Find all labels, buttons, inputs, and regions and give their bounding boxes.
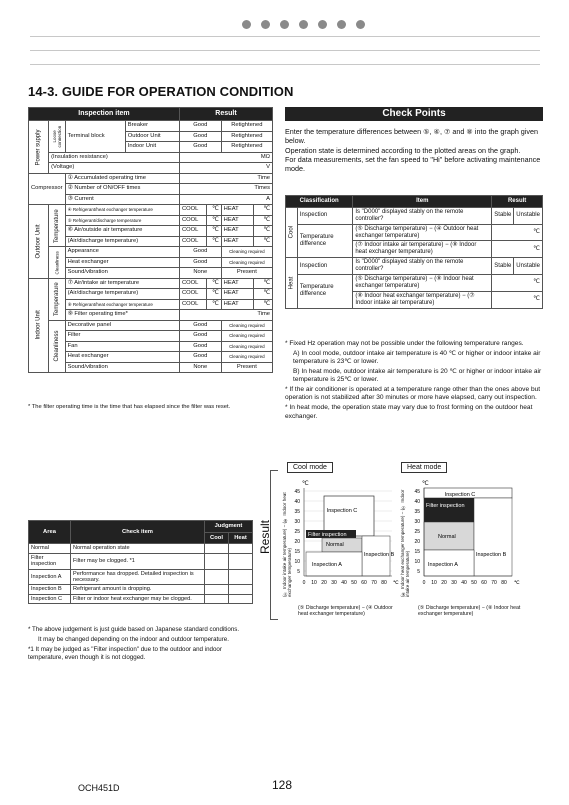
header-classification: Classification xyxy=(286,196,353,208)
row-cool: COOL xyxy=(179,289,206,300)
y-tick: 20 xyxy=(414,539,420,545)
row-result-2: Cleaning required xyxy=(221,352,272,363)
note: * If the air conditioner is operated at a temperature range other than the ones above but operation is not stabilized after 30 minutes or more have elapsed, carry out inspection. xyxy=(285,385,541,402)
row-cool: COOL xyxy=(179,215,206,226)
unit: ℃ xyxy=(492,275,543,292)
header-result: Result xyxy=(179,108,272,121)
judgment-table xyxy=(28,520,253,604)
row-unit: ℃ xyxy=(207,289,222,300)
heat-y-label: (⑧ Indoor heat exchanger temperature) − (⑦ Indoor intake air temperature) xyxy=(400,489,411,597)
x-tick: 0 xyxy=(302,580,306,586)
x-tick: 60 xyxy=(481,580,487,586)
area: Filter inspection xyxy=(29,553,71,569)
row-item: Indoor Unit xyxy=(125,142,179,153)
area-label: Inspection A xyxy=(428,562,458,568)
unstable-label: Unstable xyxy=(514,207,543,224)
row-cool: COOL xyxy=(179,205,206,216)
note: * In heat mode, the operation state may vary due to frost forming on the outdoor heat exchanger. xyxy=(285,403,533,420)
row-unit: A xyxy=(179,194,272,205)
row-unit: Time xyxy=(179,173,272,184)
row-unit: ℃ xyxy=(207,205,222,216)
row-result-2: Retightened xyxy=(221,142,272,153)
header-cool: Cool xyxy=(205,532,229,544)
x-tick: 80 xyxy=(501,580,507,586)
cool-inspection-text: Is "D000" displayed stably on the remote controller? xyxy=(353,207,492,224)
row-heat: HEAT xyxy=(221,226,254,237)
header-result: Result xyxy=(492,196,543,208)
inspection-table xyxy=(28,107,273,373)
note: * The above judgement is just guide based on Japanese standard conditions. xyxy=(28,626,240,633)
check-item: Filter or indoor heat exchanger may be clogged. xyxy=(71,594,205,603)
header-item: Item xyxy=(353,196,492,208)
cool-diff-2: (⑦ Indoor intake air temperature) − (⑧ Indoor heat exchanger temperature) xyxy=(353,241,492,258)
row-unit: ℃ xyxy=(207,236,222,247)
row-cool: COOL xyxy=(179,226,206,237)
area-label: Inspection A xyxy=(312,562,342,568)
area-label: Inspection C xyxy=(326,508,358,514)
y-tick: 45 xyxy=(294,489,300,495)
area-label: Normal xyxy=(326,542,344,548)
row-unit: ℃ xyxy=(207,215,222,226)
temp-diff-label: Temperature difference xyxy=(297,275,352,309)
row-unit: Time xyxy=(179,310,272,321)
group-compressor: Compressor xyxy=(29,173,66,205)
y-tick: 5 xyxy=(417,569,420,575)
y-tick: 10 xyxy=(414,559,420,565)
y-tick: 25 xyxy=(294,529,300,535)
unit: ℃ xyxy=(492,241,543,258)
stable-label: Stable xyxy=(492,258,514,275)
area-label: Inspection C xyxy=(444,492,476,498)
heat-cell xyxy=(229,585,253,594)
y-unit: ℃ xyxy=(302,481,309,487)
row-unit: ℃ xyxy=(254,299,273,310)
row-result-1: Good xyxy=(179,142,221,153)
y-tick: 35 xyxy=(414,509,420,515)
notes-judgment xyxy=(28,626,253,664)
heat-diff-1: (⑤ Discharge temperature) − (⑧ Indoor heat exchanger temperature) xyxy=(353,275,492,292)
row-item: Appearance xyxy=(65,247,179,258)
note: *1 It may be judged as "Filter inspection" due to the outdoor and indoor temperature, even though it is not clogged. xyxy=(28,646,222,662)
y-tick: 15 xyxy=(414,549,420,555)
row-unit: ℃ xyxy=(254,205,273,216)
group-outdoor-unit: Outdoor Unit xyxy=(29,205,49,279)
check-item: Refrigerant amount is dropping. xyxy=(71,585,205,594)
row-result-1: None xyxy=(179,362,221,373)
model-number: OCH451D xyxy=(78,783,120,793)
row-heat: HEAT xyxy=(221,278,254,289)
terminal-block-label: Terminal block xyxy=(65,121,125,153)
row-unit: ℃ xyxy=(207,299,222,310)
row-unit: ℃ xyxy=(207,226,222,237)
result-bracket xyxy=(270,470,278,620)
row-result-1: None xyxy=(179,268,221,279)
heat-label: Heat xyxy=(286,258,298,308)
heat-graph xyxy=(412,478,527,606)
check-points-heading: Check Points xyxy=(285,107,543,121)
row-unit: MΩ xyxy=(179,152,272,163)
area: Normal xyxy=(29,544,71,553)
x-tick: 10 xyxy=(431,580,437,586)
row-result-1: Good xyxy=(179,247,221,258)
area: Inspection A xyxy=(29,569,71,585)
check-points-intro xyxy=(285,127,543,174)
row-result-1: Good xyxy=(179,331,221,342)
row-heat: HEAT xyxy=(221,289,254,300)
x-tick: 10 xyxy=(311,580,317,586)
row-unit: V xyxy=(179,163,272,174)
intro-line: Operation state is determined according to the plotted areas on the graph. xyxy=(285,145,521,155)
row-item: ⑤ Refrigerant/discharge temperature xyxy=(65,215,179,226)
row-item: (Air/discharge temperature) xyxy=(65,289,179,300)
heat-cell xyxy=(229,553,253,569)
note: It may be changed depending on the indoor and outdoor temperature. xyxy=(38,636,229,644)
row-cool: COOL xyxy=(179,236,206,247)
area-label: Normal xyxy=(438,534,456,540)
header-heat: Heat xyxy=(229,532,253,544)
heat-inspection-text: Is "D000" displayed stably on the remote controller? xyxy=(353,258,492,275)
note: A) In cool mode, outdoor intake air temperature is 40 ℃ or higher or indoor intake air temperature is 23℃ or lower. xyxy=(293,349,541,366)
x-tick: 20 xyxy=(441,580,447,586)
note: B) In heat mode, outdoor intake air temperature is 20 ℃ or higher or indoor intake air temperature is 25℃ or lower. xyxy=(293,367,542,384)
row-unit: ℃ xyxy=(254,215,273,226)
row-result-1: Good xyxy=(179,131,221,142)
binder-holes xyxy=(242,20,365,29)
cool-cell xyxy=(205,553,229,569)
unit: ℃ xyxy=(492,291,543,308)
cool-y-label: (⑦ Indoor intake air temperature) − (⑧ Indoor heat exchanger temperature) xyxy=(282,492,293,597)
x-tick: 80 xyxy=(381,580,387,586)
intro-line: Enter the temperature differences between ⑤, ④, ⑦ and ⑧ into the graph given below. xyxy=(285,127,538,146)
inspection-label: Inspection xyxy=(297,258,352,275)
x-unit: ℃ xyxy=(393,580,399,586)
row-result-1: Good xyxy=(179,257,221,268)
x-ticks xyxy=(423,580,507,586)
cool-mode-tab: Cool mode xyxy=(287,462,333,473)
row-unit: ℃ xyxy=(254,289,273,300)
y-tick: 45 xyxy=(414,489,420,495)
header-area: Area xyxy=(29,521,71,544)
row-result-2: Retightened xyxy=(221,131,272,142)
row-item: ② Number of ON/OFF times xyxy=(65,184,179,195)
row-unit: ℃ xyxy=(254,226,273,237)
row-heat: HEAT xyxy=(221,236,254,247)
row-result-2: Cleaning required xyxy=(221,320,272,331)
group-power-supply: Power supply xyxy=(29,121,49,174)
y-tick: 30 xyxy=(294,519,300,525)
cool-cell xyxy=(205,594,229,603)
group-cleanliness: Cleanliness xyxy=(49,320,65,373)
row-cool: COOL xyxy=(179,278,206,289)
cool-graph xyxy=(292,478,402,606)
x-tick: 50 xyxy=(471,580,477,586)
header-judgment: Judgment xyxy=(205,521,253,533)
header-inspection-item: Inspection item xyxy=(29,108,180,121)
row-item: ① Accumulated operating time xyxy=(65,173,179,184)
cool-x-label: (⑤ Discharge temperature) − (④ Outdoor heat exchanger temperature) xyxy=(298,605,393,618)
area-label: Filter inspection xyxy=(426,503,465,509)
notes-frame xyxy=(30,16,540,66)
x-tick: 70 xyxy=(371,580,377,586)
row-item: ⑥ Air/outside air temperature xyxy=(65,226,179,237)
heat-x-label: (⑤ Discharge temperature) − (⑧ Indoor heat exchanger temperature) xyxy=(418,605,521,618)
filter-footnote: * The filter operating time is the time that has elapsed since the filter was reset. xyxy=(28,404,231,410)
check-item: Normal operation state xyxy=(71,544,205,553)
row-item: Sound/vibration xyxy=(65,362,179,373)
row-item: ③ Current xyxy=(65,194,179,205)
y-tick: 15 xyxy=(294,549,300,555)
row-result-2: Retightened xyxy=(221,121,272,132)
classification-table xyxy=(285,195,543,309)
y-tick: 5 xyxy=(297,569,300,575)
group-indoor-unit: Indoor Unit xyxy=(29,278,49,373)
result-label: Result xyxy=(258,520,272,555)
row-item: Outdoor Unit xyxy=(125,131,179,142)
y-unit: ℃ xyxy=(422,481,429,487)
area-label: Inspection B xyxy=(364,552,395,558)
page-title: 14-3. GUIDE FOR OPERATION CONDITION xyxy=(28,84,294,99)
x-tick: 30 xyxy=(331,580,337,586)
y-tick: 25 xyxy=(414,529,420,535)
y-tick: 35 xyxy=(294,509,300,515)
check-item: Performance has dropped. Detailed inspection is necessary. xyxy=(71,569,205,585)
row-unit: ℃ xyxy=(207,278,222,289)
x-unit: ℃ xyxy=(514,580,520,586)
x-tick: 60 xyxy=(361,580,367,586)
cool-cell xyxy=(205,569,229,585)
cool-diff-1: (⑤ Discharge temperature) − (④ Outdoor heat exchanger temperature) xyxy=(353,224,492,241)
row-heat: HEAT xyxy=(221,299,254,310)
temp-diff-label: Temperature difference xyxy=(297,224,352,258)
row-item: Filter xyxy=(65,331,179,342)
x-tick: 0 xyxy=(422,580,426,586)
note: * Fixed Hz operation may not be possible under the following temperature ranges. xyxy=(285,340,524,347)
x-tick: 70 xyxy=(491,580,497,586)
row-item: Breaker xyxy=(125,121,179,132)
row-unit: ℃ xyxy=(254,278,273,289)
heat-cell xyxy=(229,569,253,585)
row-item: Decorative panel xyxy=(65,320,179,331)
y-tick: 10 xyxy=(294,559,300,565)
cool-cell xyxy=(205,544,229,553)
row-item: Sound/vibration xyxy=(65,268,179,279)
row-item: ⑦ Air/intake air temperature xyxy=(65,278,179,289)
row-item: ⑧ Refrigerant/heat exchanger temperature xyxy=(65,299,179,310)
group-loose-connection: Loose connection xyxy=(49,121,65,153)
area: Inspection C xyxy=(29,594,71,603)
intro-line: For data measurements, set the fan speed to "Hi" before activating maintenance mode. xyxy=(285,155,541,174)
y-tick: 30 xyxy=(414,519,420,525)
row-result-1: Good xyxy=(179,352,221,363)
row-cool: COOL xyxy=(179,299,206,310)
x-tick: 40 xyxy=(341,580,347,586)
row-unit: ℃ xyxy=(254,236,273,247)
heat-diff-2: (⑧ Indoor heat exchanger temperature) − (⑦ Indoor intake air temperature) xyxy=(353,291,492,308)
y-ticks xyxy=(414,489,420,575)
area-label: Inspection B xyxy=(476,552,507,558)
row-item: Fan xyxy=(65,341,179,352)
x-tick: 50 xyxy=(351,580,357,586)
row-item: Heat exchanger xyxy=(65,352,179,363)
row-result-2: Cleaning required xyxy=(221,257,272,268)
unstable-label: Unstable xyxy=(514,258,543,275)
row-result-2: Cleaning required xyxy=(221,247,272,258)
row-item: Heat exchanger xyxy=(65,257,179,268)
row-result-1: Good xyxy=(179,341,221,352)
cool-label: Cool xyxy=(286,207,298,257)
x-ticks xyxy=(303,580,387,586)
x-tick: 20 xyxy=(321,580,327,586)
group-temperature: Temperature xyxy=(49,278,65,320)
row-item: (Air/discharge temperature) xyxy=(65,236,179,247)
x-tick: 30 xyxy=(451,580,457,586)
row-result-1: Good xyxy=(179,121,221,132)
row-result-2: Cleaning required xyxy=(221,341,272,352)
page-number: 128 xyxy=(272,778,293,792)
area-inspection-b xyxy=(474,498,512,576)
y-tick: 40 xyxy=(294,499,300,505)
x-tick: 40 xyxy=(461,580,467,586)
heat-cell xyxy=(229,594,253,603)
row-result-1: Good xyxy=(179,320,221,331)
heat-cell xyxy=(229,544,253,553)
area: Inspection B xyxy=(29,585,71,594)
area-filter-inspection xyxy=(424,498,474,522)
area-label: Filter inspection xyxy=(308,532,347,538)
y-tick: 40 xyxy=(414,499,420,505)
inspection-label: Inspection xyxy=(297,207,352,224)
stable-label: Stable xyxy=(492,207,514,224)
row-heat: HEAT xyxy=(221,205,254,216)
group-cleanliness: Cleanliness xyxy=(49,247,65,279)
row-unit: Times xyxy=(179,184,272,195)
check-item: Filter may be clogged. *1 xyxy=(71,553,205,569)
notes-right xyxy=(285,340,543,422)
row-item: ⑨ Filter operating time* xyxy=(65,310,179,321)
y-ticks xyxy=(294,489,300,575)
row-result-2: Present xyxy=(221,362,272,373)
row-result-2: Cleaning required xyxy=(221,331,272,342)
header-check-item: Check item xyxy=(71,521,205,544)
row-result-2: Present xyxy=(221,268,272,279)
row-item: (Voltage) xyxy=(49,163,180,174)
cool-cell xyxy=(205,585,229,594)
row-item: ④ Refrigerant/heat exchanger temperature xyxy=(65,205,179,216)
row-item: (Insulation resistance) xyxy=(49,152,180,163)
group-temperature: Temperature xyxy=(49,205,65,247)
unit: ℃ xyxy=(492,224,543,241)
heat-mode-tab: Heat mode xyxy=(401,462,447,473)
row-heat: HEAT xyxy=(221,215,254,226)
y-tick: 20 xyxy=(294,539,300,545)
